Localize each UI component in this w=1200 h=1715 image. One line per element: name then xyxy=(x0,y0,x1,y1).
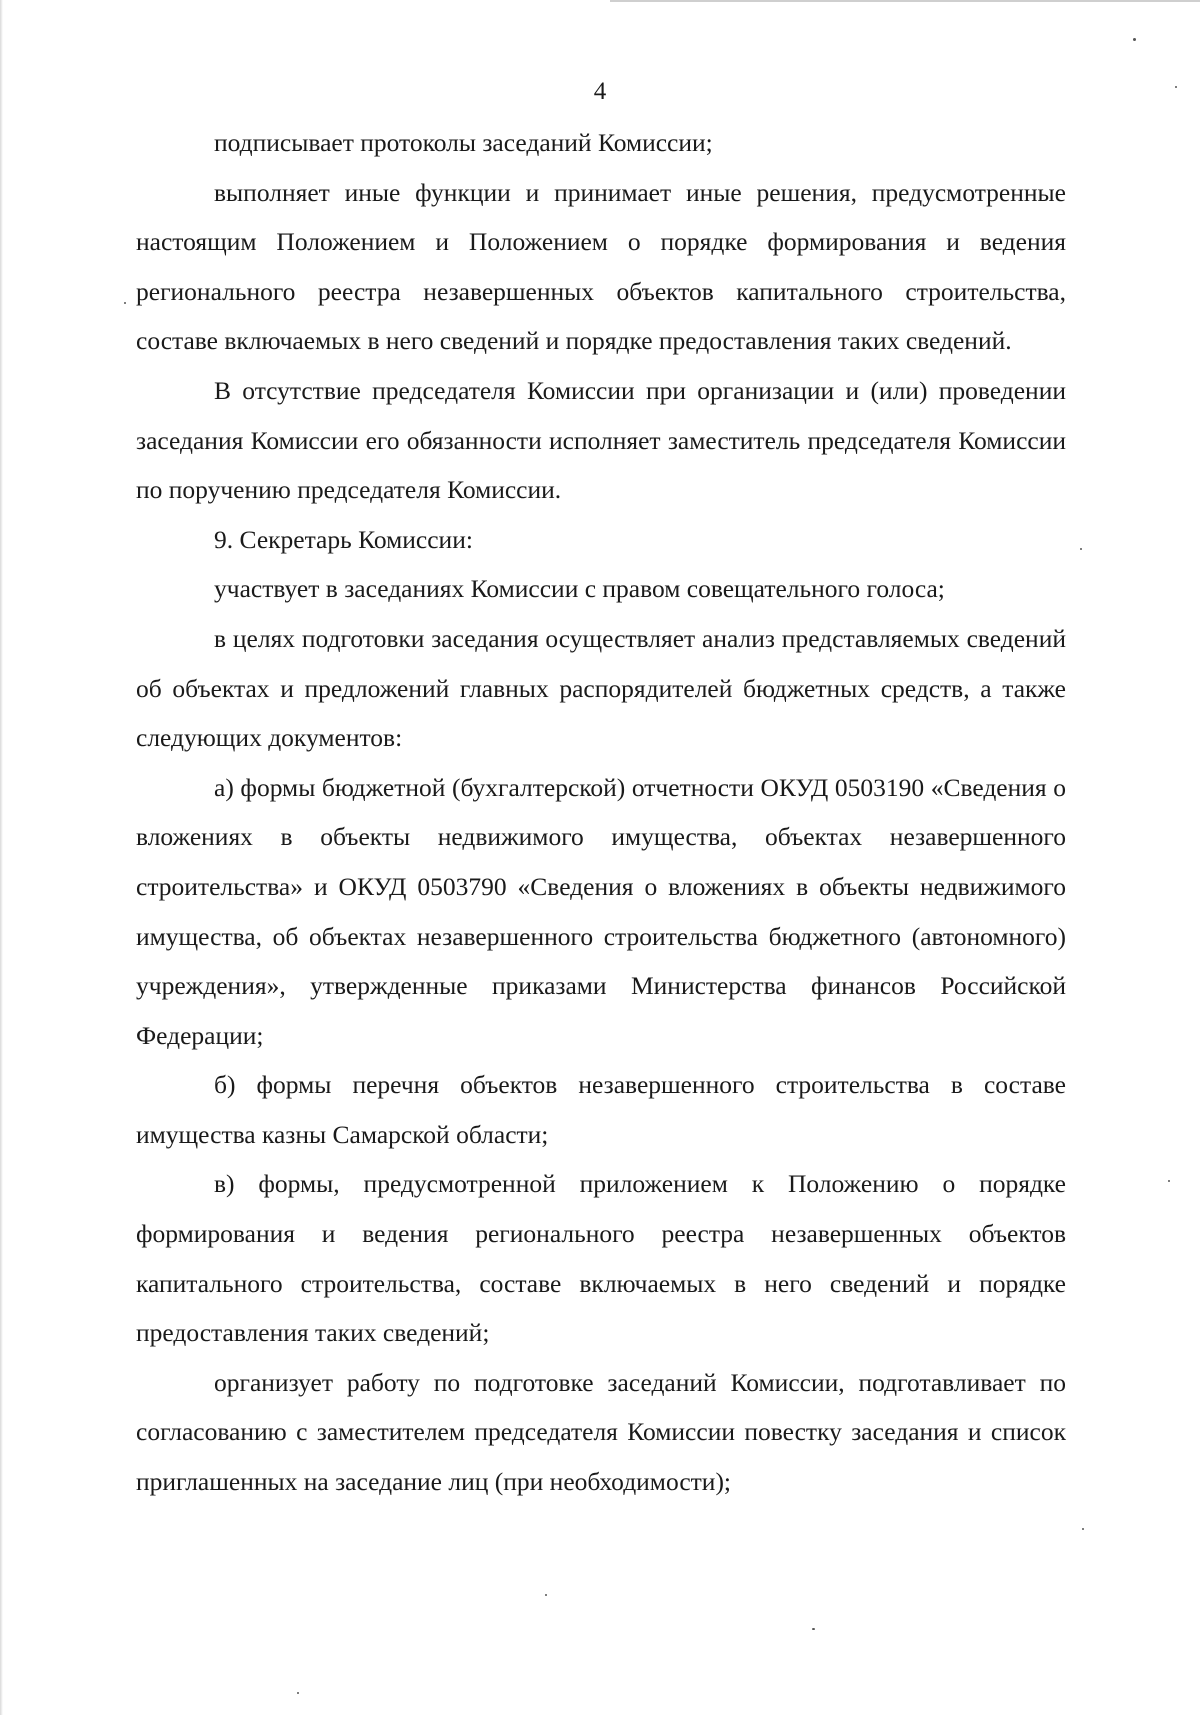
scan-edge-left xyxy=(0,0,3,1715)
scan-speck xyxy=(812,1628,815,1630)
paragraph: в) формы, предусмотренной приложением к Положению о порядке формирования и ведения регионального реестра незавершенных объектов капитального строительства, составе включаемых в него сведений и порядке предоставления таких сведений; xyxy=(136,1169,1066,1348)
paragraph: организует работу по подготовке заседаний Комиссии, подготавливает по согласованию с заместителем председателя Комиссии повестку заседания и список приглашенных на заседание лиц (при необходимости); xyxy=(136,1367,1066,1497)
scan-edge-top xyxy=(610,0,1200,2)
paragraph: б) формы перечня объектов незавершенного строительства в составе имущества казны Самарской области; xyxy=(136,1070,1066,1149)
scan-speck xyxy=(124,302,126,304)
scan-speck xyxy=(1175,86,1177,88)
scan-speck xyxy=(545,1594,547,1596)
scan-speck xyxy=(1082,1528,1084,1530)
paragraph: в целях подготовки заседания осуществляет анализ представляемых сведений об объектах и предложений главных распорядителей бюджетных средств, а также следующих документов: xyxy=(136,623,1066,753)
scan-speck xyxy=(1080,548,1082,550)
paragraph: выполняет иные функции и принимает иные решения, предусмотренные настоящим Положением и Положением о порядке формирования и ведения регионального реестра незавершенных объектов капитального строительства, составе включаемых в него сведений и порядке предоставления таких сведений. xyxy=(136,177,1066,356)
paragraph: а) формы бюджетной (бухгалтерской) отчетности ОКУД 0503190 «Сведения о вложениях в объекты недвижимого имущества, объектах незавершенного строительства» и ОКУД 0503790 «Сведения о вложениях в объекты недвижимого имущества, об объектах незавершенного строительства бюджетного (автономного) учреждения», утвержденные приказами Министерства финансов Российской Федерации; xyxy=(136,772,1066,1050)
scan-speck xyxy=(297,1692,299,1694)
scan-speck xyxy=(1168,1180,1170,1182)
scan-speck xyxy=(1133,38,1136,41)
paragraph: В отсутствие председателя Комиссии при организации и (или) проведении заседания Комиссии его обязанности исполняет заместитель председателя Комиссии по поручению председателя Комиссии. xyxy=(136,375,1066,505)
paragraph: участвует в заседаниях Комиссии с правом совещательного голоса; xyxy=(214,574,945,604)
paragraph: подписывает протоколы заседаний Комиссии; xyxy=(214,128,713,157)
page-number: 4 xyxy=(593,78,607,105)
body-text xyxy=(136,118,1066,1507)
paragraph: 9. Секретарь Комиссии: xyxy=(214,524,473,554)
